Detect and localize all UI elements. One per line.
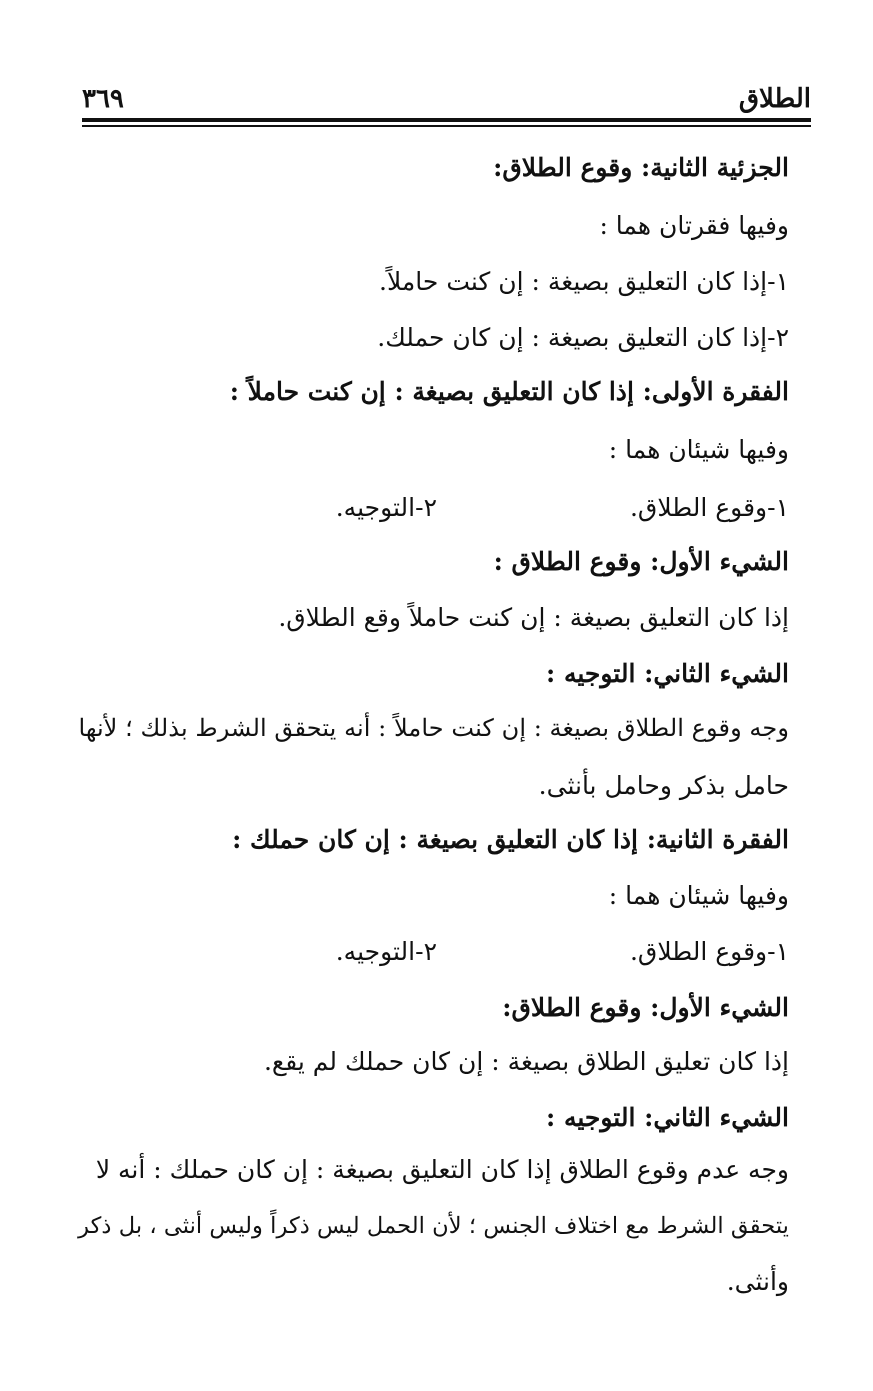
list-item: ٢-التوجيه. [335,493,437,522]
subsection-heading: الفقرة الأولى: إذا كان التعليق بصيغة : إن كنت حاملاً : [229,377,789,406]
item-heading: الشيء الثاني: التوجيه : [546,1103,789,1132]
item-heading: الشيء الأول: وقوع الطلاق: [502,993,789,1022]
paragraph-line: إذا كان التعليق بصيغة : إن كنت حاملاً وقع الطلاق. [278,603,789,632]
running-header [82,82,811,118]
list-item: ١-إذا كان التعليق بصيغة : إن كنت حاملاً. [379,267,789,296]
paragraph-line: وفيها شيئان هما : [608,435,789,464]
paragraph-line: حامل بذكر وحامل بأنثى. [538,771,789,800]
list-item: ١-وقوع الطلاق. [629,937,789,966]
paragraph-line: وفيها فقرتان هما : [599,211,789,240]
chapter-title: الطلاق [738,84,811,114]
paragraph-line: إذا كان تعليق الطلاق بصيغة : إن كان حملك لم يقع. [263,1047,789,1076]
paragraph-line: يتحقق الشرط مع اختلاف الجنس ؛ لأن الحمل ليس ذكراً وليس أنثى ، بل ذكر [78,1213,789,1239]
list-item: ١-وقوع الطلاق. [629,493,789,522]
item-heading: الشيء الثاني: التوجيه : [546,659,789,688]
paragraph-line: وأنثى. [726,1267,789,1296]
section-heading: الجزئية الثانية: وقوع الطلاق: [493,153,789,182]
paragraph-line: وفيها شيئان هما : [608,881,789,910]
header-rule-thin [82,125,811,127]
paragraph-line: وجه عدم وقوع الطلاق إذا كان التعليق بصيغة : إن كان حملك : أنه لا [95,1155,789,1184]
list-item: ٢-التوجيه. [335,937,437,966]
subsection-heading: الفقرة الثانية: إذا كان التعليق بصيغة : إن كان حملك : [232,825,789,854]
header-rule-thick [82,118,811,122]
paragraph-line: وجه وقوع الطلاق بصيغة : إن كنت حاملاً : أنه يتحقق الشرط بذلك ؛ لأنها [78,714,789,742]
page-number: ٣٦٩ [82,84,124,114]
list-item: ٢-إذا كان التعليق بصيغة : إن كان حملك. [377,323,789,352]
item-heading: الشيء الأول: وقوع الطلاق : [493,547,789,576]
